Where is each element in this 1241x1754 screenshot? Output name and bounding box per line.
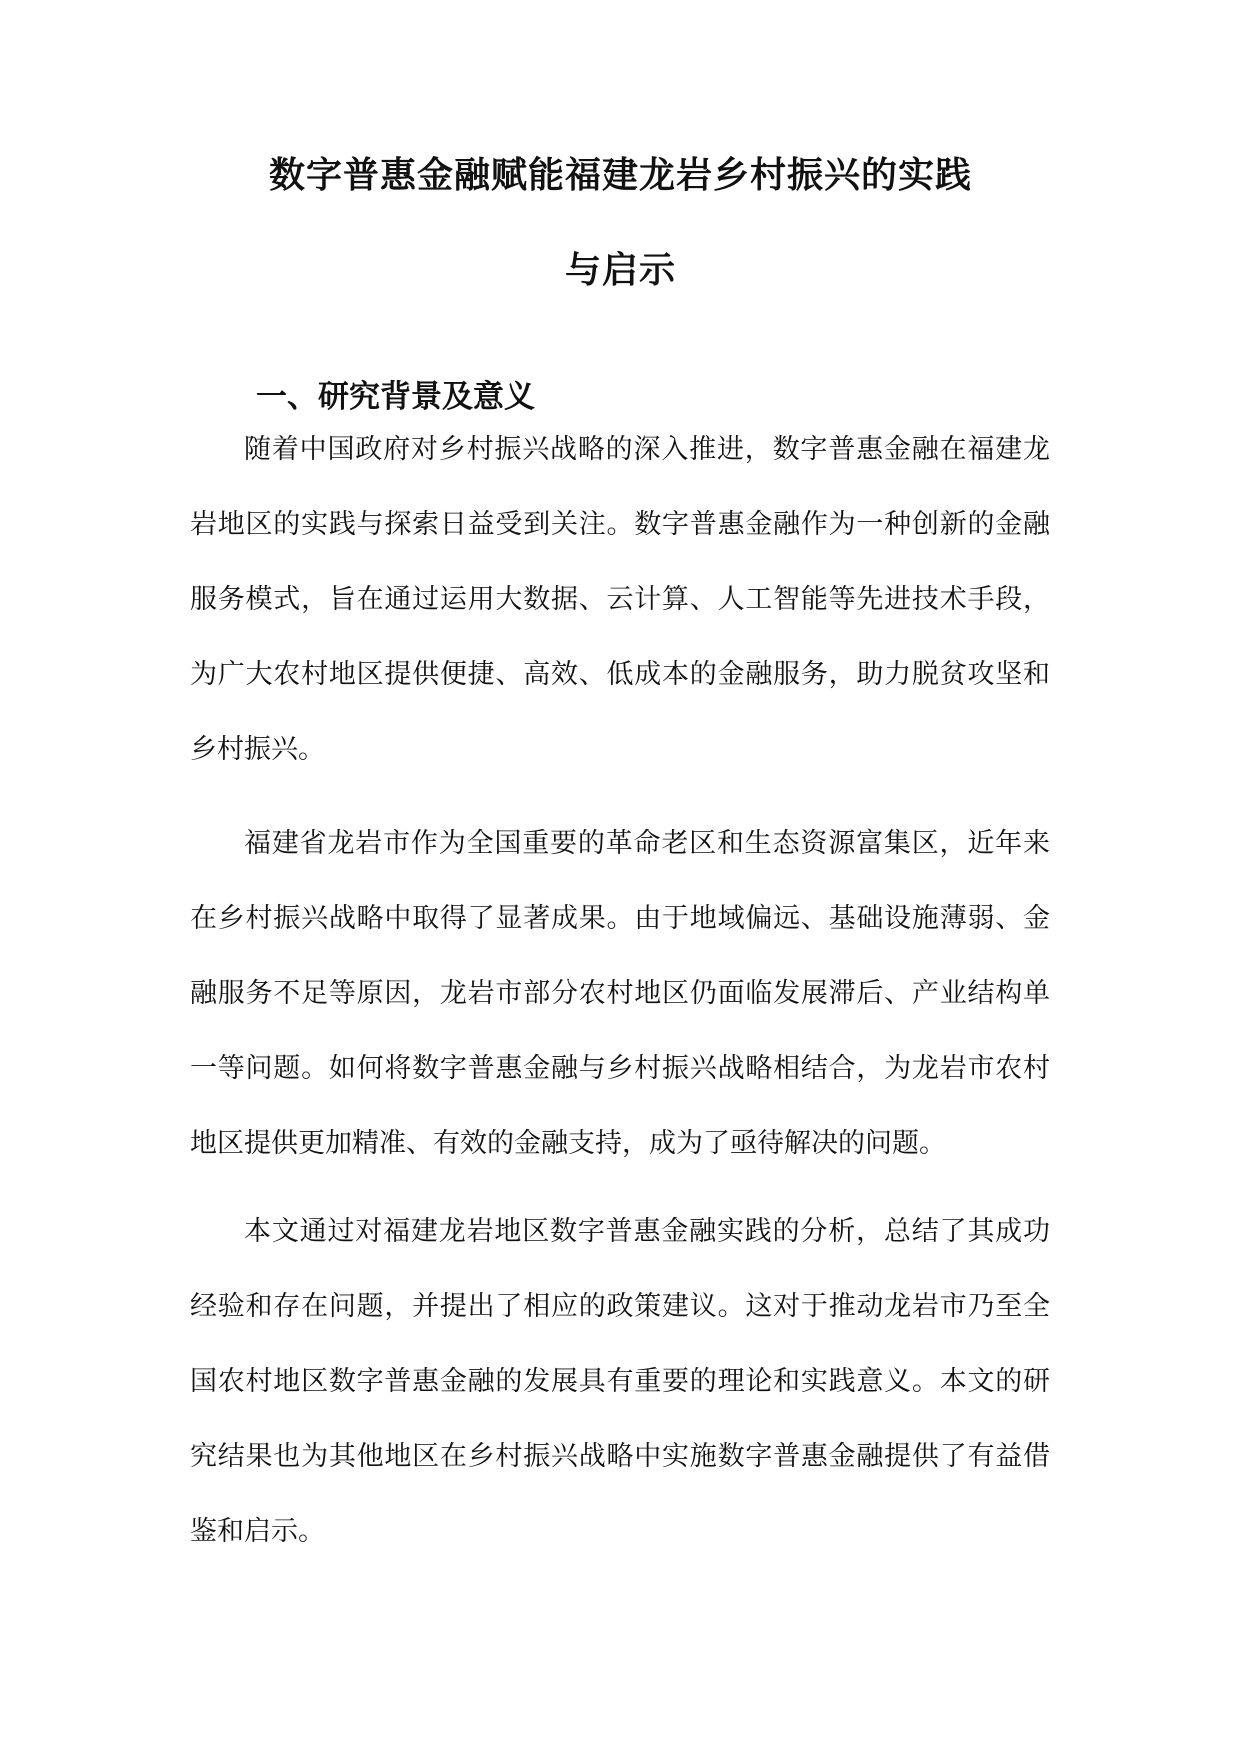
paragraph-2-block [190,806,1050,1181]
paragraph: 福建省龙岩市作为全国重要的革命老区和生态资源富集区，近年来在乡村振兴战略中取得了显著成果。由于地域偏远、基础设施薄弱、金融服务不足等原因，龙岩市部分农村地区仍面临发展滞后、产业结构单一等问题。如何将数字普惠金融与乡村振兴战略相结合，为龙岩市农村地区提供更加精准、有效的金融支持，成为了亟待解决的问题。 [190,828,1050,1159]
paragraph: 本文通过对福建龙岩地区数字普惠金融实践的分析，总结了其成功经验和存在问题，并提出了相应的政策建议。这对于推动龙岩市乃至全国农村地区数字普惠金融的发展具有重要的理论和实践意义。本文的研究结果也为其他地区在乡村振兴战略中实施数字普惠金融提供了有益借鉴和启示。 [190,1216,1050,1547]
document-title-line-1: 数字普惠金融赋能福建龙岩乡村振兴的实践 [268,155,972,196]
document-title-line-2: 与启示 [564,250,676,291]
paragraph: 随着中国政府对乡村振兴战略的深入推进，数字普惠金融在福建龙岩地区的实践与探索日益受到关注。数字普惠金融作为一种创新的金融服务模式，旨在通过运用大数据、云计算、人工智能等先进技术手段，为广大农村地区提供便捷、高效、低成本的金融服务，助力脱贫攻坚和乡村振兴。 [190,434,1050,765]
section-heading: 一、研究背景及意义 [256,379,535,415]
paragraph-1-block [190,412,1050,787]
paragraph-3-block [190,1194,1050,1569]
